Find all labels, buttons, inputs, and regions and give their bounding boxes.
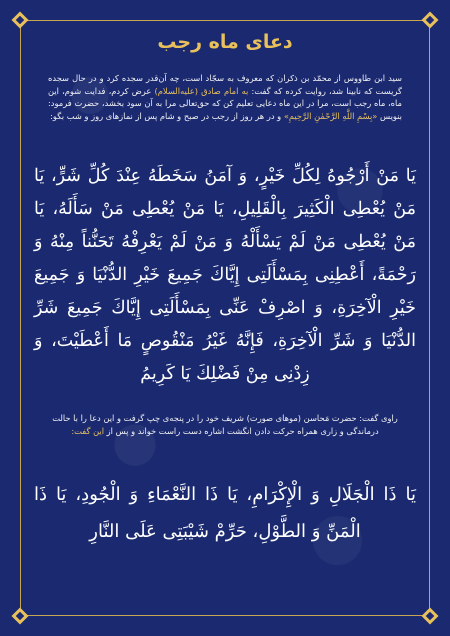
corner-ornament-icon	[421, 607, 439, 625]
intro-highlight-bismillah: «بِسْمِ اللَّهِ الرَّحْمٰنِ الرَّحِیمِ»	[283, 110, 378, 121]
intro-text: و در هر روز از رجب در صبح و شام پس از نمازهای روز و شب بگو:	[50, 110, 282, 121]
narration-highlight: این گفت:	[71, 426, 105, 436]
intro-highlight-imam: به امام صادق (علیه‌السلام)	[154, 85, 249, 96]
intro-text: عرض کردم، فدایت شوم، این ماه، ماه رجب است، مرا در این ماه دعایی تعلیم کن که حق‌تعالی مرا به آن سود بخشد، حضرت فرمود: بنویس	[48, 85, 402, 121]
narration-paragraph	[48, 412, 402, 438]
page-title: دعای ماه رجب	[141, 31, 308, 53]
narration-text: راوی گفت: حضرت مَحاسن (موهای صورت) شریف خود را در پنجه‌ی چپ گرفت و این دعا را با حالت درماندگی و زاری همراه حرکت دادن انگشت اشاره دست راست خواند و پس از	[52, 413, 398, 436]
title-wrap	[0, 22, 450, 62]
dua-text: یَا مَنْ أَرْجُوهُ لِكُلِّ خَیْرٍ، وَ آمَنُ سَخَطَهُ عِنْدَ كُلِّ شَرٍّ، یَا مَنْ یُعْطِی الْكَثِیرَ بِالْقَلِیلِ، یَا مَنْ یُعْطِی مَنْ سَأَلَهُ، یَا مَنْ یُعْطِی مَنْ لَمْ یَسْأَلْهُ وَ مَنْ لَمْ یَعْرِفْهُ تَحَنُّناً مِنْهُ وَ رَحْمَةً، أَعْطِنِی بِمَسْأَلَتِی إِیَّاكَ جَمِیعَ خَیْرِ الدُّنْیَا وَ جَمِیعَ خَیْرِ الْآخِرَةِ، وَ اصْرِفْ عَنِّی بِمَسْأَلَتِی إِیَّاكَ جَمِیعَ شَرِّ الدُّنْیَا وَ شَرِّ الْآخِرَةِ، فَإِنَّهُ غَیْرُ مَنْقُوصٍ مَا أَعْطَیْتَ، وَ زِدْنِی مِنْ فَضْلِكَ یَا كَرِیمُ	[34, 166, 416, 384]
corner-ornament-icon	[11, 607, 29, 625]
intro-paragraph	[48, 72, 402, 122]
intro-text: سید ابن طاووس از محمّد بن ذکران که معروف به سجّاد است، چه آن‌قدر سجده کرد و در حال سجده گریست که نابینا شد، روایت کرده که گفت:	[48, 73, 402, 96]
closing-dua-text: یَا ذَا الْجَلَالِ وَ الْإِكْرَامِ، یَا ذَا النَّعْمَاءِ وَ الْجُودِ، یَا ذَا الْمَنِّ وَ الطَّوْلِ، حَرِّمْ شَیْبَتِی عَلَى النَّارِ	[34, 484, 416, 542]
